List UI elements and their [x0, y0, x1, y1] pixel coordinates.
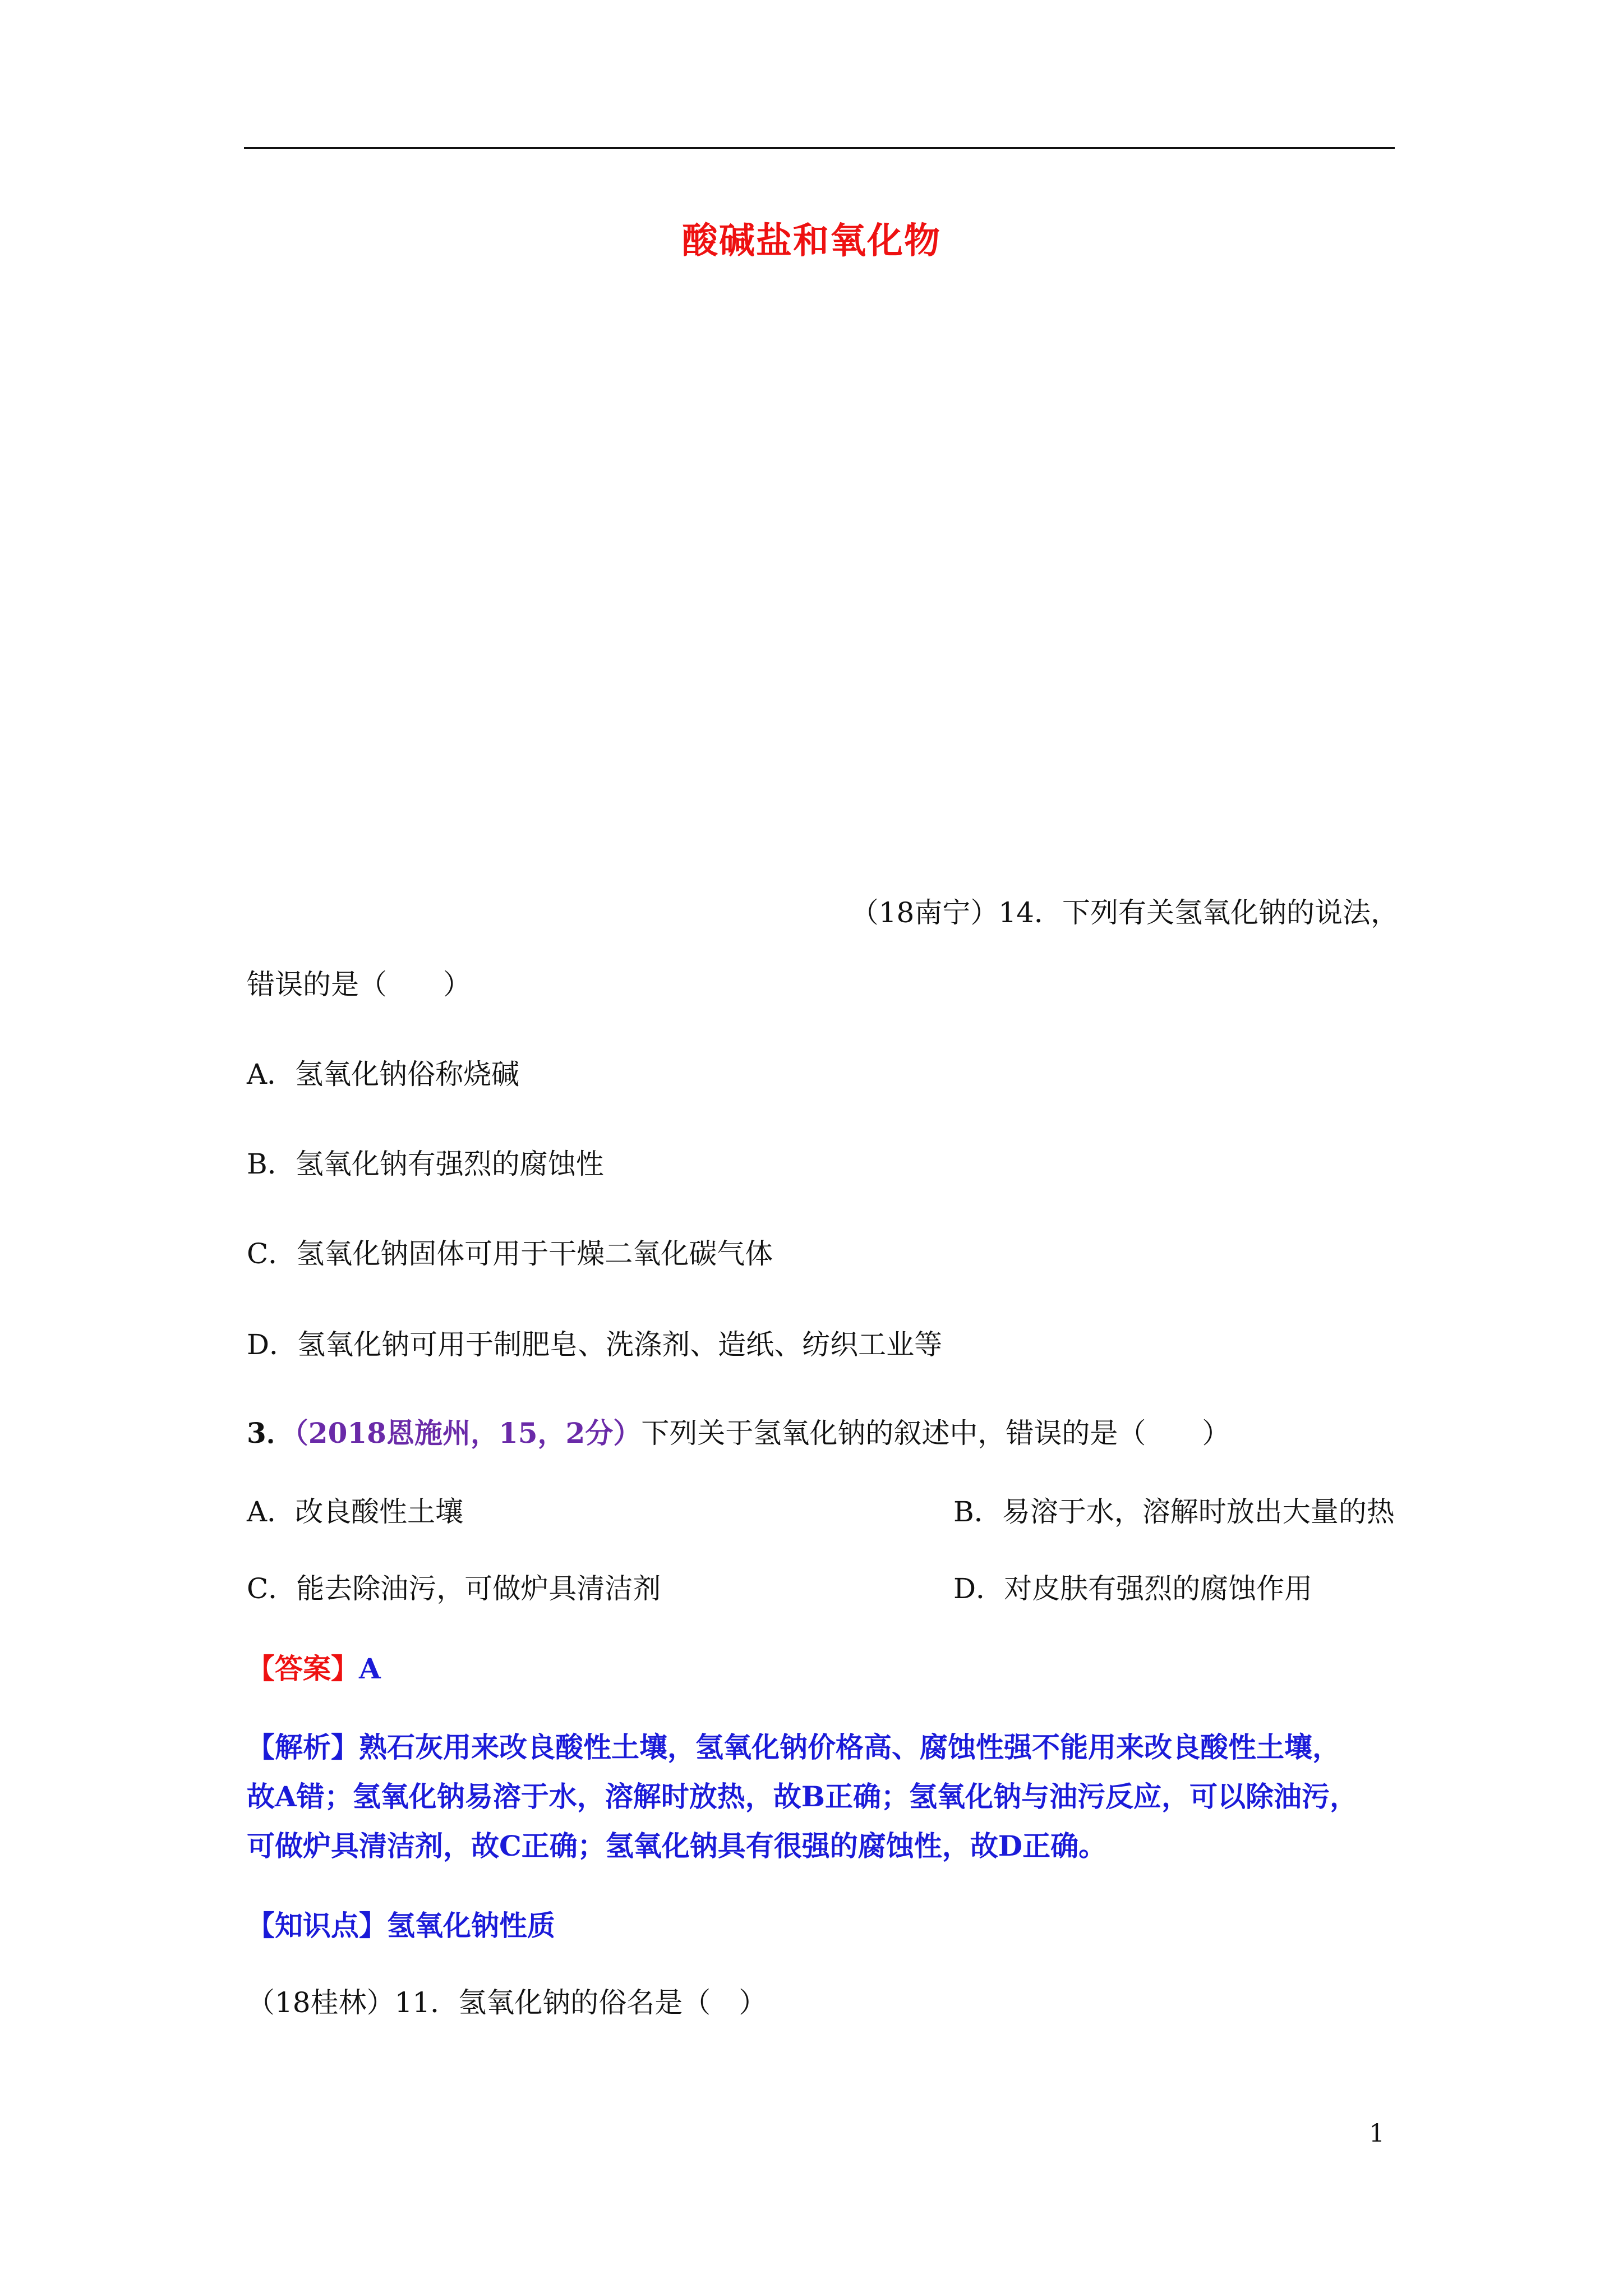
q1-option-b: B．氢氧化钠有强烈的腐蚀性 [247, 1148, 604, 1180]
q2-option-a: A．改良酸性土壤 [247, 1496, 464, 1528]
answer-label: 【答案】 [247, 1652, 359, 1685]
q2-option-c: C．能去除油污，可做炉具清洁剂 [247, 1572, 661, 1605]
q2-stem [247, 1414, 1230, 1453]
analysis-line-3: 可做炉具清洁剂，故C正确；氢氧化钠具有很强的腐蚀性，故D正确。 [247, 1829, 1107, 1862]
analysis-line-2: 故A错；氢氧化钠易溶于水，溶解时放热，故B正确；氢氧化钠与油污反应，可以除油污， [247, 1780, 1358, 1813]
q2-stem-text: 下列关于氢氧化钠的叙述中，错误的是（ ） [641, 1417, 1230, 1450]
q2-option-b: B．易溶于水，溶解时放出大量的热 [953, 1496, 1395, 1528]
q1-stem-continuation: 错误的是（ ） [247, 968, 471, 1001]
knowledge-text: 氢氧化钠性质 [387, 1909, 555, 1942]
q1-intro: （18南宁）14．下列有关氢氧化钠的说法， [850, 896, 1399, 929]
q1-option-c: C．氢氧化钠固体可用于干燥二氧化碳气体 [247, 1237, 773, 1270]
answer-value: A [359, 1652, 381, 1685]
analysis-text-1: 熟石灰用来改良酸性土壤，氢氧化钠价格高、腐蚀性强不能用来改良酸性土壤， [359, 1731, 1340, 1764]
q2-source: （2018恩施州，15，2分） [294, 1416, 642, 1450]
knowledge-line [247, 1906, 555, 1945]
header-rule [244, 147, 1395, 149]
page-number: 1 [1369, 2119, 1385, 2148]
q1-option-a: A．氢氧化钠俗称烧碱 [247, 1058, 520, 1091]
page-title: 酸碱盐和氧化物 [682, 220, 941, 262]
answer-line [247, 1649, 381, 1688]
analysis-line-1 [247, 1728, 1340, 1767]
q2-option-d: D．对皮肤有强烈的腐蚀作用 [953, 1572, 1313, 1605]
knowledge-label: 【知识点】 [247, 1909, 387, 1942]
analysis-label: 【解析】 [247, 1731, 359, 1764]
q1-option-d: D．氢氧化钠可用于制肥皂、洗涤剂、造纸、纺织工业等 [247, 1328, 943, 1361]
q2-number: 3． [247, 1416, 294, 1450]
q3-intro: （18桂林）11．氢氧化钠的俗名是（ ） [247, 1986, 767, 2019]
